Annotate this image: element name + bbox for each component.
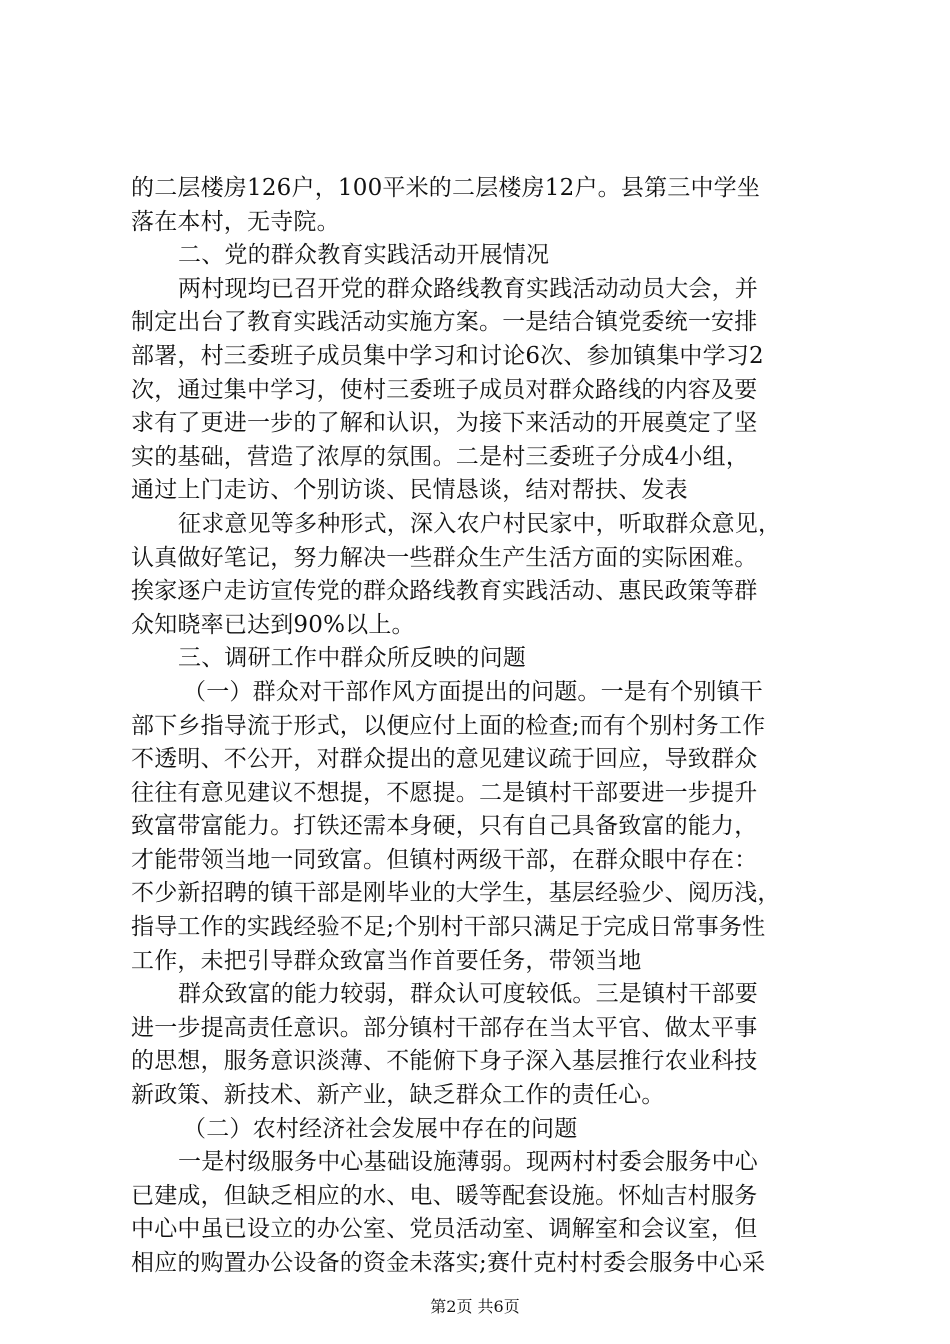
text-line: 已建成，但缺乏相应的水、电、暖等配套设施。怀灿吉村服务 bbox=[131, 1182, 758, 1209]
text-line: 部下乡指导流于形式，以便应付上面的检查;而有个别村务工作 bbox=[131, 712, 766, 739]
text-line: 制定出台了教育实践活动实施方案。一是结合镇党委统一安排 bbox=[131, 309, 758, 336]
text-line: 部署，村三委班子成员集中学习和讨论6次、参加镇集中学习2 bbox=[131, 342, 764, 369]
text-line: 的思想，服务意识淡薄、不能俯下身子深入基层推行农业科技 bbox=[131, 1048, 758, 1075]
text-line: 落在本村，无寺院。 bbox=[131, 208, 340, 235]
text-line: 才能带领当地一同致富。但镇村两级干部，在群众眼中存在： bbox=[131, 846, 758, 873]
section-heading: 三、调研工作中群众所反映的问题 bbox=[178, 645, 526, 672]
text-line: 新政策、新技术、新产业，缺乏群众工作的责任心。 bbox=[131, 1082, 665, 1109]
text-line: 通过上门走访、个别访谈、民情恳谈，结对帮扶、发表 bbox=[131, 477, 688, 504]
text-line: 指导工作的实践经验不足;个别村干部只满足于完成日常事务性 bbox=[131, 914, 766, 941]
text-line: 中心中虽已设立的办公室、党员活动室、调解室和会议室，但 bbox=[131, 1216, 758, 1243]
text-line: 不少新招聘的镇干部是刚毕业的大学生，基层经验少、阅历浅， bbox=[131, 880, 781, 907]
document-body bbox=[131, 172, 831, 1281]
text-line: 致富带富能力。打铁还需本身硬，只有自己具备致富的能力， bbox=[131, 813, 758, 840]
text-line: 相应的购置办公设备的资金未落实;赛什克村村委会服务中心采 bbox=[131, 1250, 766, 1276]
text-line: 实的基础，营造了浓厚的氛围。二是村三委班子分成4小组， bbox=[131, 443, 750, 470]
subsection-heading: （二）农村经济社会发展中存在的问题 bbox=[183, 1115, 578, 1142]
text-line: 工作，未把引导群众致富当作首要任务，带领当地 bbox=[131, 947, 642, 974]
section-heading: 二、党的群众教育实践活动开展情况 bbox=[178, 242, 550, 269]
text-line: 进一步提高责任意识。部分镇村干部存在当太平官、做太平事 bbox=[131, 1014, 758, 1041]
text-line: 两村现均已召开党的群众路线教育实践活动动员大会，并 bbox=[178, 275, 758, 302]
text-line: 求有了更进一步的了解和认识，为接下来活动的开展奠定了坚 bbox=[131, 410, 758, 437]
subsection-heading: （一）群众对干部作风方面提出的问题。一是有个别镇干 bbox=[183, 678, 763, 705]
text-line: 征求意见等多种形式，深入农户村民家中，听取群众意见， bbox=[178, 510, 782, 537]
text-line: 次，通过集中学习，使村三委班子成员对群众路线的内容及要 bbox=[131, 376, 758, 403]
text-line: 一是村级服务中心基础设施薄弱。现两村村委会服务中心 bbox=[178, 1149, 758, 1176]
text-line: 群众致富的能力较弱，群众认可度较低。三是镇村干部要 bbox=[178, 981, 758, 1008]
text-line: 往往有意见建议不想提，不愿提。二是镇村干部要进一步提升 bbox=[131, 779, 758, 806]
text-line: 不透明、不公开，对群众提出的意见建议疏于回应，导致群众 bbox=[131, 746, 758, 773]
text-line: 的二层楼房126户，100平米的二层楼房12户。县第三中学坐 bbox=[131, 175, 761, 201]
text-line: 挨家逐户走访宣传党的群众路线教育实践活动、惠民政策等群 bbox=[131, 578, 758, 605]
page-number-footer: 第2页 共6页 bbox=[430, 1297, 520, 1316]
text-line: 众知晓率已达到90%以上。 bbox=[131, 611, 415, 638]
text-line: 认真做好笔记，努力解决一些群众生产生活方面的实际困难。 bbox=[131, 544, 758, 571]
